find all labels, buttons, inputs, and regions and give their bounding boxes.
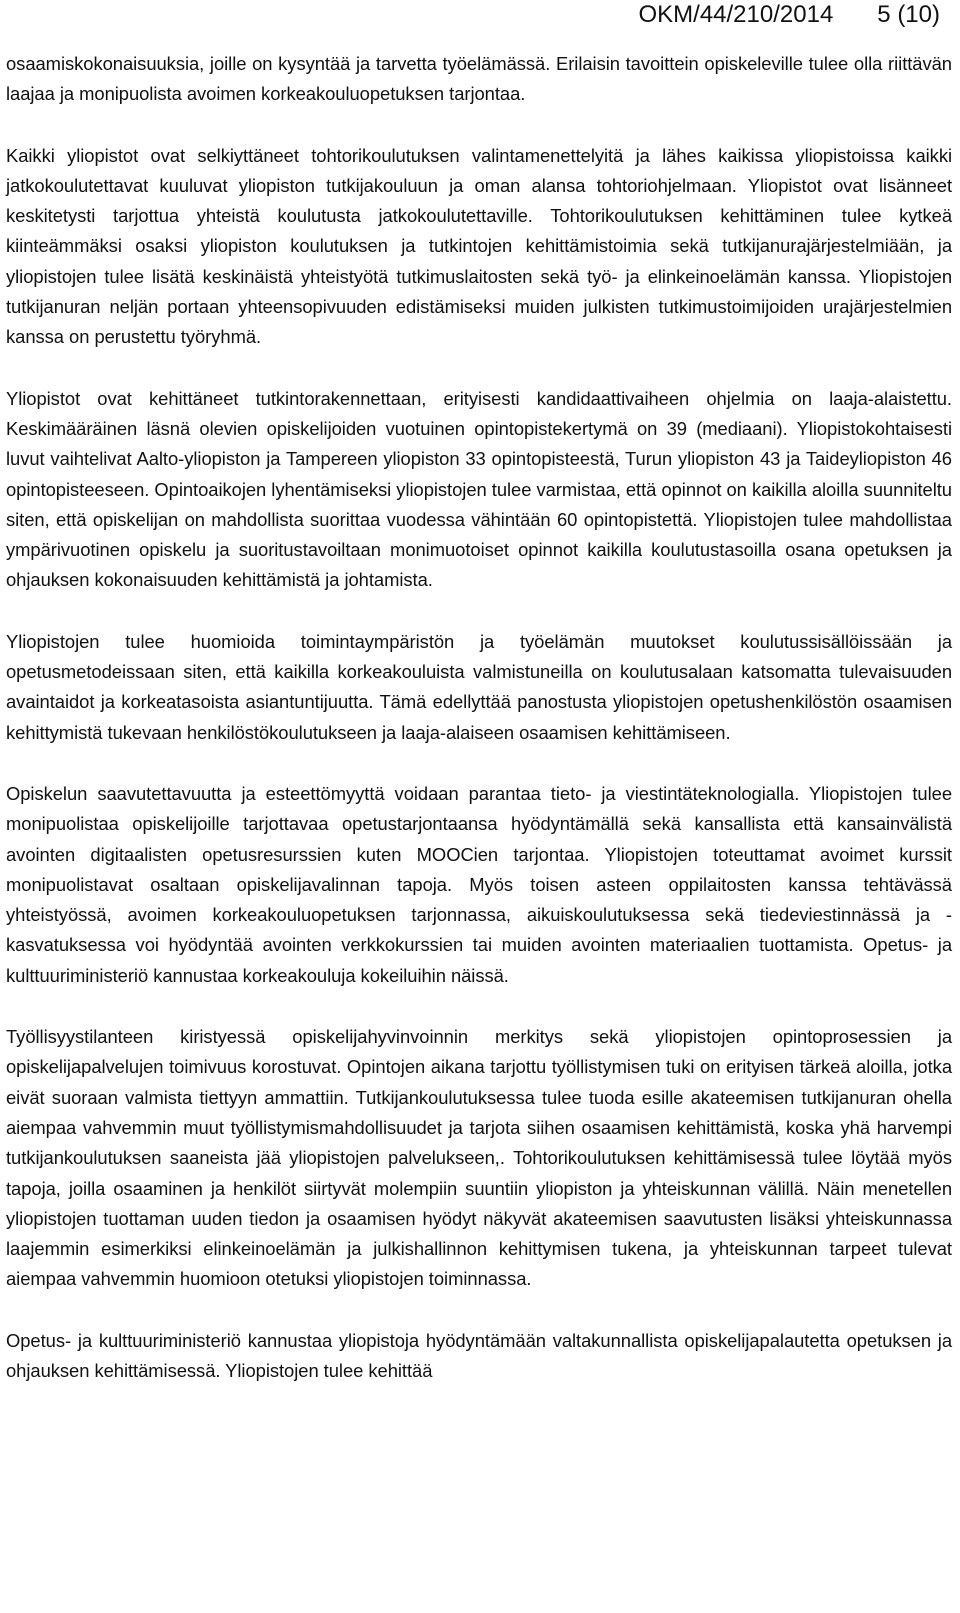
paragraph-6: Työllisyystilanteen kiristyessä opiskelijahyvinvoinnin merkitys sekä yliopistojen opintoprosessien ja opiskelijapalvelujen toimivuus korostuvat. Opintojen aikana tarjottu työllistymisen tuki on erityisen tärkeä aloilla, jotka eivät suoraan valmista tiettyyn ammattiin. Tutkijankoulutuksessa tulee tuoda esille akateemisen tutkijanuran ohella aiempaa vahvemmin muut työllistymismahdollisuudet ja tarjota siihen osaamisen kehittämistä, koska yhä harvempi tutkijankoulutuksen saaneista jää yliopistojen palvelukseen,. Tohtorikoulutuksen kehittämisessä tulee löytää myös tapoja, joilla osaaminen ja henkilöt siirtyvät molempiin suuntiin yliopiston ja yhteiskunnan välillä. Näin menetellen yliopistojen tuottaman uuden tiedon ja osaamisen hyödyt näkyvät akateemisen saavutusten lisäksi yhteiskunnassa laajemmin esimerkiksi elinkeinoelämän ja julkishallinnon kehittymisen tukena, ja yhteiskunnan tarpeet tulevat aiempaa vahvemmin huomioon otetuksi yliopistojen toiminnassa. xyxy=(6,1026,952,1290)
paragraph-5: Opiskelun saavutettavuutta ja esteettömyyttä voidaan parantaa tieto- ja viestintäteknologialla. Yliopistojen tulee monipuolistaa opiskelijoille tarjottavaa opetustarjontaansa hyödyntämällä sekä kansallista että kansainvälistä avointen digitaalisten opetusresurssien kuten MOOCien tarjontaa. Yliopistojen toteuttamat avoimet kurssit monipuolistavat osaltaan opiskelijavalinnan tapoja. Myös toisen asteen oppilaitosten kanssa tehtävässä yhteistyössä, avoimen korkeakouluopetuksen tarjonnassa, aikuiskoulutuksessa sekä tiedeviestinnässä ja -kasvatuksessa voi hyödyntää avointen verkkokurssien tai muiden avointen materiaalien tuottamista. Opetus- ja kulttuuriministeriö kannustaa korkeakouluja kokeiluihin näissä. xyxy=(6,782,952,986)
page-number: 5 (10) xyxy=(877,1,940,28)
paragraph-2: Kaikki yliopistot ovat selkiyttäneet tohtorikoulutuksen valintamenettelyitä ja lähes kaikissa yliopistoissa kaikki jatkokoulutettavat kuuluvat yliopiston tutkijakouluun ja oman alansa tohtoriohjelmaan. Yliopistot ovat lisänneet keskitetysti tarjottua yhteistä koulutusta jatkokoulutettaville. Tohtorikoulutuksen kehittäminen tulee kytkeä kiinteämmäksi osaksi yliopiston koulutuksen ja tutkintojen kehittämistoimia sekä tutkijanurajärjestelmiään, ja yliopistojen tulee lisätä keskinäistä yhteistyötä tutkimuslaitosten sekä työ- ja elinkeinoelämän kanssa. Yliopistojen tutkijanuran neljän portaan yhteensopivuuden edistämiseksi muiden julkisten tutkimustoimijoiden urajärjestelmien kanssa on perustettu työryhmä. xyxy=(6,144,952,348)
paragraph-7: Opetus- ja kulttuuriministeriö kannustaa yliopistoja hyödyntämään valtakunnallista opiskelijapalautetta opetuksen ja ohjauksen kehittämisessä. Yliopistojen tulee kehittää xyxy=(6,1329,952,1381)
paragraph-3: Yliopistot ovat kehittäneet tutkintorakennettaan, erityisesti kandidaattivaiheen ohjelmia on laaja-alaistettu. Keskimääräinen läsnä olevien opiskelijoiden vuotuinen opintopistekertymä on 39 (mediaani). Yliopistokohtaisesti luvut vaihtelivat Aalto-yliopiston ja Tampereen yliopiston 33 opintopisteestä, Turun yliopiston 43 ja Taideyliopiston 46 opintopisteeseen. Opintoaikojen lyhentämiseksi yliopistojen tulee varmistaa, että opinnot on kaikilla aloilla suunniteltu siten, että opiskelijan on mahdollista suorittaa vuodessa vähintään 60 opintopistettä. Yliopistojen tulee mahdollistaa ympärivuotinen opiskelu ja suoritustavoiltaan monimuotoiset opinnot kaikilla koulutustasoilla osana opetuksen ja ohjauksen kokonaisuuden kehittämistä ja johtamista. xyxy=(6,387,952,591)
paragraph-1: osaamiskokonaisuuksia, joille on kysyntää ja tarvetta työelämässä. Erilaisin tavoittein opiskeleville tulee olla riittävän laajaa ja monipuolista avoimen korkeakouluopetuksen tarjontaa. xyxy=(6,53,952,105)
paragraph-4: Yliopistojen tulee huomioida toimintaympäristön ja työelämän muutokset koulutussisällöissään ja opetusmetodeissaan siten, että kaikilla korkeakouluista valmistuneilla on koulutusalaan katsomatta tulevaisuuden avaintaidot ja korkeatasoista asiantuntijuutta. Tämä edellyttää panostusta yliopistojen opetushenkilöstön osaamisen kehittymistä tukevaan henkilöstökoulutukseen ja laaja-alaiseen osaamisen kehittämiseen. xyxy=(6,630,952,743)
document-id: OKM/44/210/2014 xyxy=(638,1,834,28)
page-header xyxy=(638,0,940,30)
document-body xyxy=(6,49,952,1386)
